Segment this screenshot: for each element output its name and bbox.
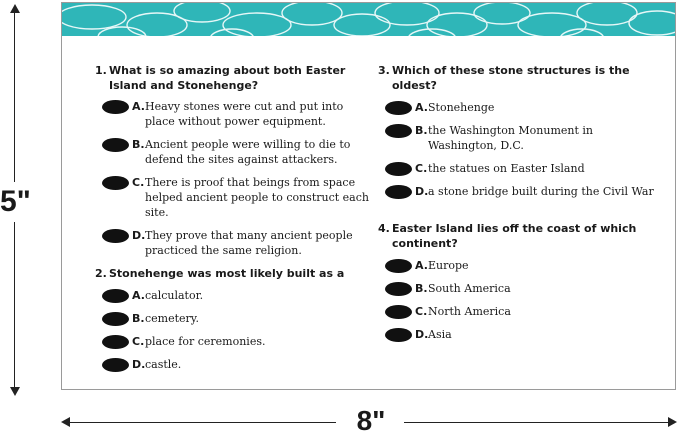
question-3 bbox=[378, 63, 663, 93]
answer-option[interactable] bbox=[95, 311, 370, 326]
arrow-left-icon bbox=[61, 417, 70, 427]
answer-text: Stonehenge bbox=[428, 101, 495, 114]
answer-option[interactable] bbox=[95, 334, 370, 349]
answer-letter: A. bbox=[132, 100, 145, 113]
answer-bubble[interactable] bbox=[102, 358, 129, 372]
question-number: 2. bbox=[95, 267, 107, 280]
answer-option[interactable] bbox=[95, 99, 370, 129]
answer-bubble[interactable] bbox=[385, 101, 412, 115]
answer-option[interactable] bbox=[378, 327, 663, 342]
question-text: What is so amazing about both Easter Island and Stonehenge? bbox=[109, 64, 346, 92]
question-number: 1. bbox=[95, 64, 107, 77]
answer-text: a stone bridge built during the Civil War bbox=[428, 185, 654, 198]
answer-bubble[interactable] bbox=[385, 124, 412, 138]
answer-option[interactable] bbox=[95, 175, 370, 220]
answer-letter: C. bbox=[415, 305, 428, 318]
answer-option[interactable] bbox=[95, 288, 370, 303]
answer-bubble[interactable] bbox=[102, 229, 129, 243]
answer-text: place for ceremonies. bbox=[145, 335, 266, 348]
answer-letter: D. bbox=[415, 328, 429, 341]
answer-text: castle. bbox=[145, 358, 182, 371]
question-text: Which of these stone structures is the oldest? bbox=[392, 64, 630, 92]
answer-letter: B. bbox=[415, 124, 428, 137]
answer-bubble[interactable] bbox=[102, 312, 129, 326]
answer-bubble[interactable] bbox=[385, 162, 412, 176]
answer-letter: A. bbox=[415, 101, 428, 114]
answer-text: Asia bbox=[428, 328, 452, 341]
answer-letter: C. bbox=[132, 335, 145, 348]
left-column bbox=[95, 63, 370, 372]
answer-bubble[interactable] bbox=[102, 289, 129, 303]
answer-letter: D. bbox=[132, 358, 146, 371]
answer-text: Europe bbox=[428, 259, 469, 272]
question-number: 4. bbox=[378, 222, 390, 235]
answer-text: North America bbox=[428, 305, 511, 318]
answer-text: Heavy stones were cut and put into place without power equipment. bbox=[145, 100, 344, 128]
question-4 bbox=[378, 221, 663, 251]
answer-letter: C. bbox=[415, 162, 428, 175]
height-dimension-label: 5" bbox=[0, 182, 30, 222]
answer-letter: B. bbox=[132, 138, 145, 151]
answer-option[interactable] bbox=[378, 161, 663, 176]
question-number: 3. bbox=[378, 64, 390, 77]
answer-text: South America bbox=[428, 282, 511, 295]
answer-bubble[interactable] bbox=[385, 185, 412, 199]
right-column bbox=[378, 63, 663, 342]
question-text: Stonehenge was most likely built as a bbox=[109, 267, 345, 280]
answer-option[interactable] bbox=[95, 228, 370, 258]
answer-bubble[interactable] bbox=[102, 335, 129, 349]
arrow-up-icon bbox=[10, 4, 20, 13]
question-2 bbox=[95, 266, 370, 281]
answer-bubble[interactable] bbox=[385, 305, 412, 319]
answer-text: the statues on Easter Island bbox=[428, 162, 585, 175]
arrow-down-icon bbox=[10, 387, 20, 396]
answer-text: cemetery. bbox=[145, 312, 200, 325]
answer-option[interactable] bbox=[378, 281, 663, 296]
answer-bubble[interactable] bbox=[385, 282, 412, 296]
answer-bubble[interactable] bbox=[385, 328, 412, 342]
width-dimension-label: 8" bbox=[356, 405, 386, 436]
answer-bubble[interactable] bbox=[385, 259, 412, 273]
answer-letter: B. bbox=[415, 282, 428, 295]
circle-pattern-icon bbox=[62, 3, 675, 36]
answer-bubble[interactable] bbox=[102, 138, 129, 152]
answer-option[interactable] bbox=[95, 137, 370, 167]
answer-text: calculator. bbox=[145, 289, 204, 302]
answer-letter: D. bbox=[132, 229, 146, 242]
decorative-banner bbox=[62, 3, 675, 36]
answer-letter: C. bbox=[132, 176, 145, 189]
answer-letter: A. bbox=[132, 289, 145, 302]
answer-letter: A. bbox=[415, 259, 428, 272]
width-dimension-line-left bbox=[66, 422, 336, 423]
answer-letter: D. bbox=[415, 185, 429, 198]
arrow-right-icon bbox=[668, 417, 677, 427]
width-dimension-line-right bbox=[404, 422, 670, 423]
question-1 bbox=[95, 63, 370, 93]
answer-bubble[interactable] bbox=[102, 176, 129, 190]
answer-option[interactable] bbox=[378, 258, 663, 273]
answer-bubble[interactable] bbox=[102, 100, 129, 114]
answer-option[interactable] bbox=[378, 304, 663, 319]
answer-text: the Washington Monument in Washington, D.C. bbox=[428, 124, 594, 152]
answer-option[interactable] bbox=[378, 100, 663, 115]
answer-letter: B. bbox=[132, 312, 145, 325]
quiz-card bbox=[61, 2, 676, 390]
answer-text: Ancient people were willing to die to defend the sites against attackers. bbox=[145, 138, 351, 166]
question-text: Easter Island lies off the coast of which continent? bbox=[392, 222, 637, 250]
answer-text: They prove that many ancient people practiced the same religion. bbox=[145, 229, 353, 257]
answer-option[interactable] bbox=[378, 123, 663, 153]
answer-text: There is proof that beings from space helped ancient people to construct each site. bbox=[145, 176, 369, 219]
answer-option[interactable] bbox=[95, 357, 370, 372]
answer-option[interactable] bbox=[378, 184, 663, 199]
